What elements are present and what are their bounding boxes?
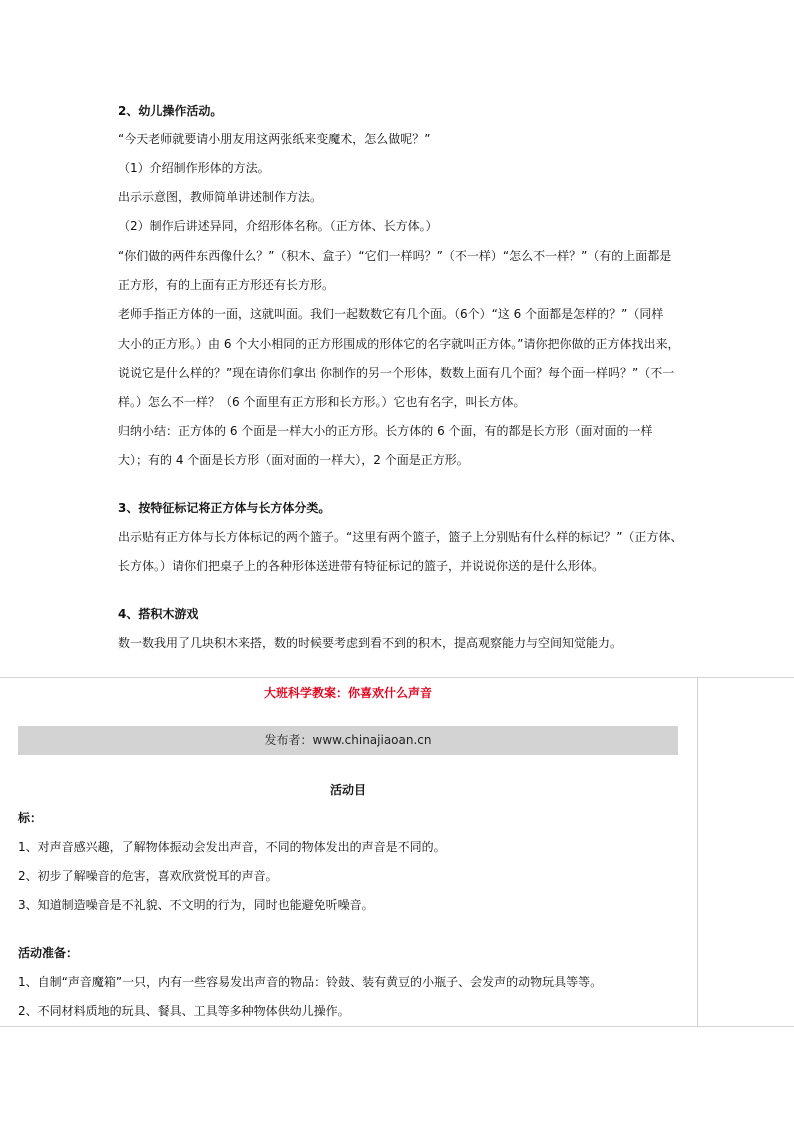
article-title: 大班科学教案：你喜欢什么声音 [263,686,432,700]
goals-heading-continued: 标： [18,811,43,825]
paragraph-line: 老师手指正方体的一面，这就叫面。我们一起数数它有几个面。（6个）“这 6 个面都是怎样的？”（同样 [118,307,664,321]
goal-item: 1、对声音感兴趣，了解物体振动会发出声音，不同的物体发出的声音是不同的。 [18,840,446,854]
paragraph-line: 正方形，有的上面有正方形还有长方形。 [118,278,335,292]
section-heading-blocks: 4、搭积木游戏 [118,607,199,621]
prep-item: 2、不同材料质地的玩具、餐具、工具等多种物体供幼儿操作。 [18,1004,350,1018]
paragraph-line: 出示示意图，教师简单讲述制作方法。 [118,190,323,204]
paragraph-line: 样。）怎么不一样？（6 个面里有正方形和长方形。）它也有名字，叫长方体。 [118,395,526,409]
paragraph-line: 大小的正方形。）由 6 个大小相同的正方形围成的形体它的名字就叫正方体。”请你把你做的正方体找出来， [118,337,680,351]
table-column-border [697,677,698,1026]
section-heading-operation: 2、幼儿操作活动。 [118,104,223,118]
paragraph-line: 归纳小结：正方体的 6 个面是一样大小的正方形。长方体的 6 个面，有的都是长方形（面对面的一样 [118,424,653,438]
table-bottom-border [0,1026,794,1027]
paragraph-line: （1）介绍制作形体的方法。 [118,161,270,175]
publisher-text: 发布者：www.chinajiaoan.cn [264,733,432,747]
paragraph-line: “你们做的两件东西像什么？”（积木、盒子）“它们一样吗？”（不一样）“怎么不一样？”（有的上面都是 [118,249,672,263]
publisher-bar [18,726,678,755]
paragraph-line: 数一数我用了几块积木来搭，数的时候要考虑到看不到的积木，提高观察能力与空间知觉能力。 [118,636,623,650]
paragraph-line: 说说它是什么样的？”现在请你们拿出 你制作的另一个形体，数数上面有几个面？每个面一样吗？”（不一 [118,366,675,380]
section-heading-classify: 3、按特征标记将正方体与长方体分类。 [118,501,331,515]
paragraph-line: 大）；有的 4 个面是长方形（面对面的一样大），2 个面是正方形。 [118,453,469,467]
paragraph-line: 长方体。）请你们把桌子上的各种形体送进带有特征标记的篮子，并说说你送的是什么形体。 [118,559,605,573]
paragraph-line: 出示贴有正方体与长方体标记的两个篮子。“这里有两个篮子，篮子上分别贴有什么样的标记？”（正方体、 [118,530,683,544]
goal-item: 3、知道制造噪音是不礼貌、不文明的行为，同时也能避免听噪音。 [18,898,374,912]
paragraph-line: （2）制作后讲述异同，介绍形体名称。（正方体、长方体。） [118,219,438,233]
prep-item: 1、自制“声音魔箱”一只，内有一些容易发出声音的物品：铃鼓、装有黄豆的小瓶子、会发声的动物玩具等等。 [18,975,603,989]
prep-heading: 活动准备： [18,946,79,960]
goal-item: 2、初步了解噪音的危害，喜欢欣赏悦耳的声音。 [18,869,278,883]
table-top-border [0,677,794,678]
goals-heading: 活动目 [329,783,366,797]
paragraph-line: “今天老师就要请小朋友用这两张纸来变魔术，怎么做呢？” [118,132,431,146]
